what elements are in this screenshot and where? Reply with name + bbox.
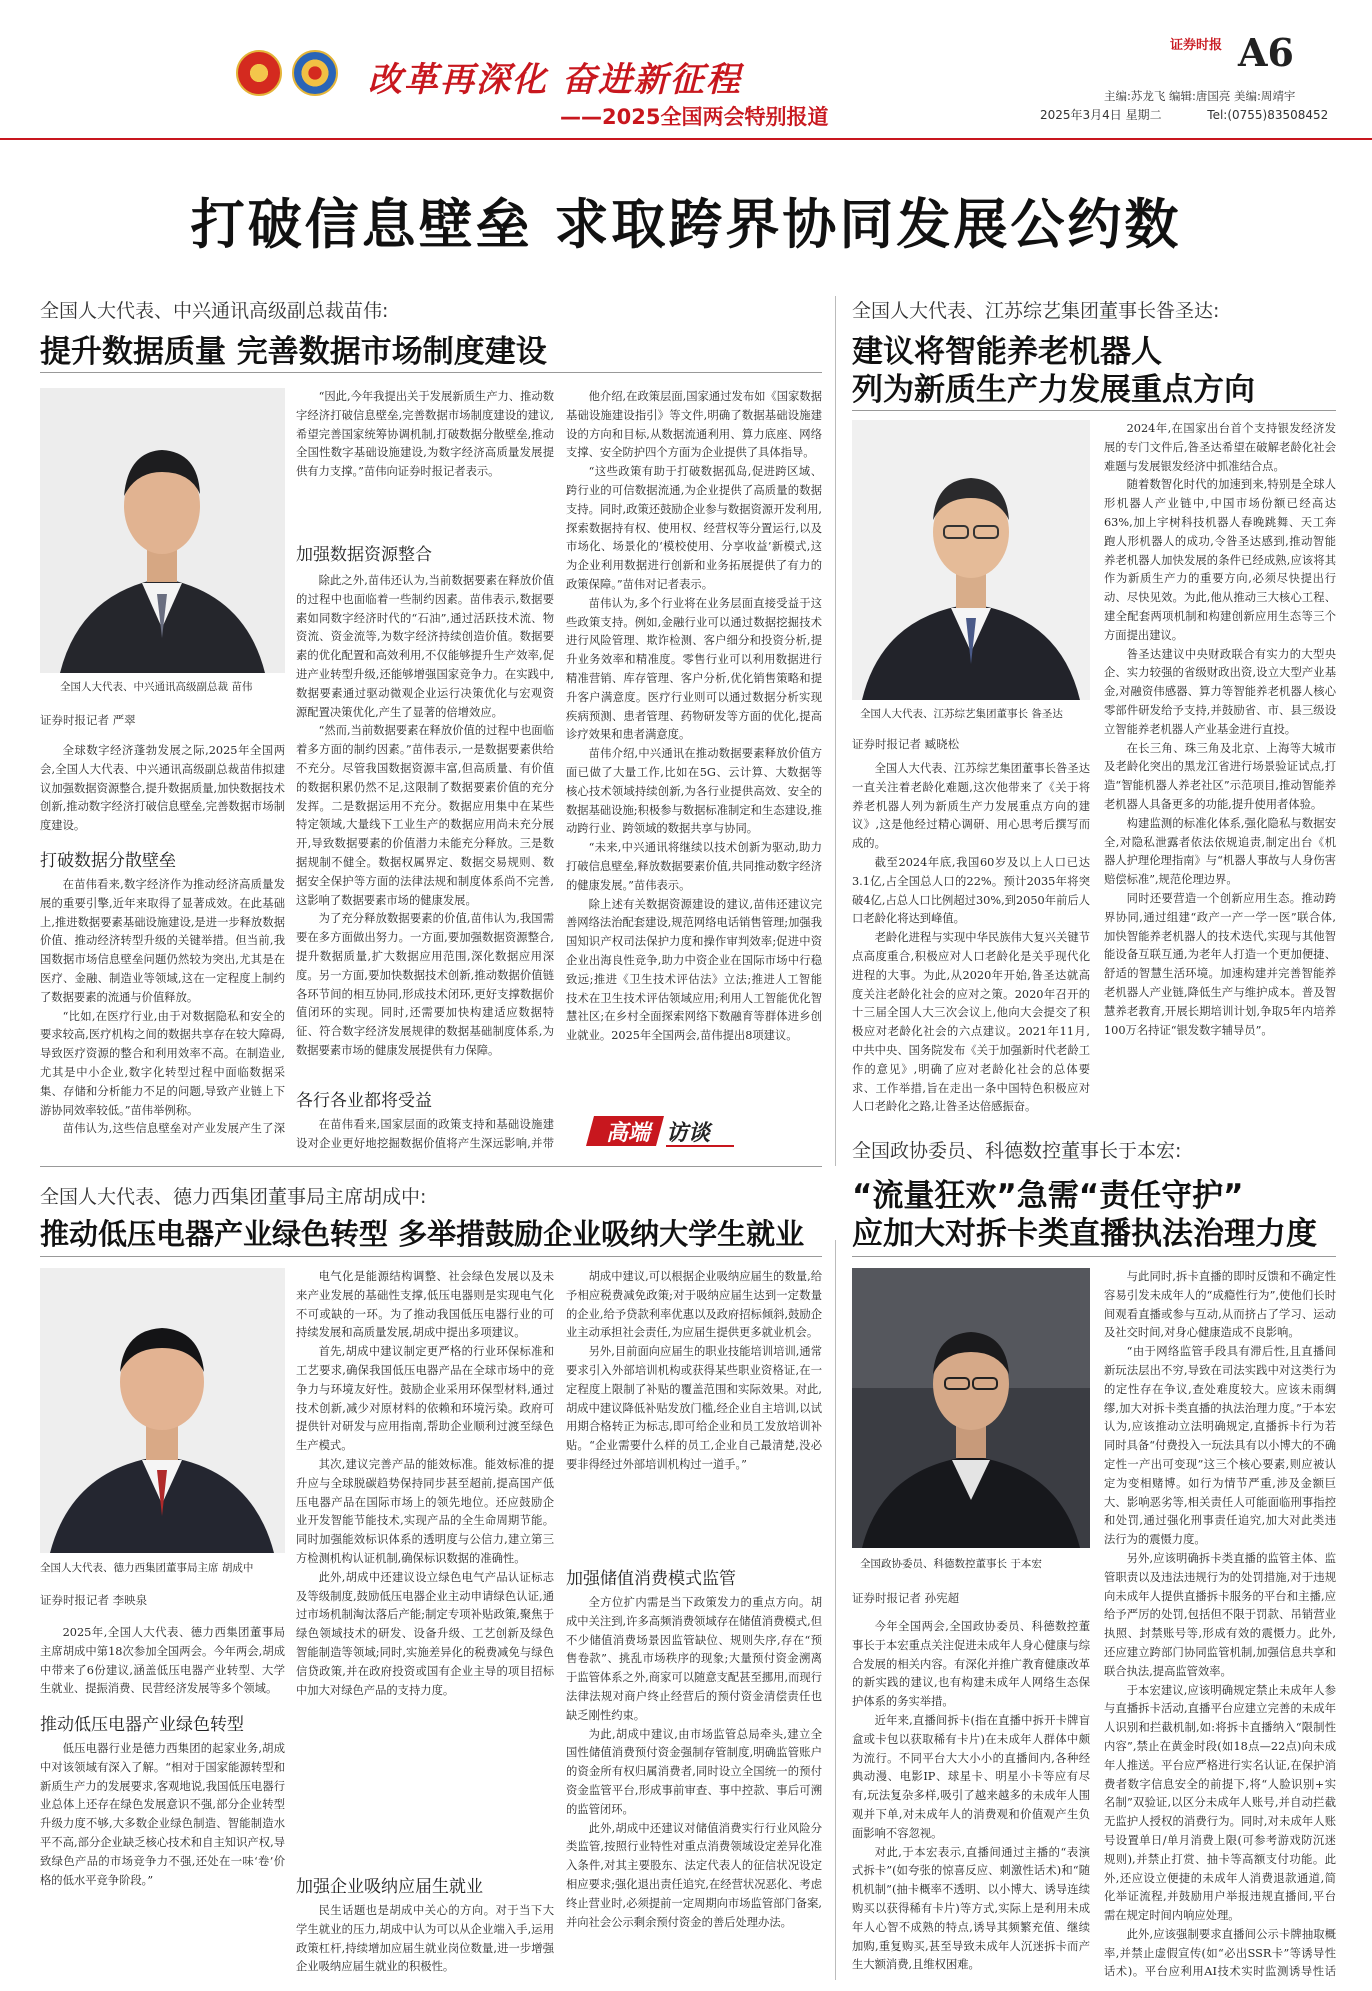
article4-section2-heading: 加强企业吸纳应届生就业 [296,1877,483,1897]
article4-photo [40,1268,285,1553]
article4-p1: 低压电器行业是德力西集团的起家业务,胡成中对该领域有深入了解。“相对于国家能源转型和新质生产力的发展要求,客观地说,我国低压电器行业总体上还存在绿色发展意识不强,部分企业转型升级力度不够,大多数企业绿色制造、智能制造水平不高,部分企业缺乏核心技术和自主知识产权,导致绿色产品的市场竞争力不强,还处在一味‘卷’价格的低水平竞争阶段。” [40,1742,285,1887]
article2-kicker: 全国人大代表、江苏综艺集团董事长昝圣达: [852,300,1220,322]
article1-p9: 他介绍,在政策层面,国家通过发布如《国家数据基础设施建设指引》等文件,明确了数据基础设施建设的方向和目标,从数据流通利用、算力底座、网络支撑、安全防护四个方面为企业提供了具体指导。 [566,390,822,460]
article2-p6: 昝圣达建议中央财政联合有实力的大型央企、实力较强的省级财政出资,设立大型产业基金,对融资伟感器、算力等智能养老机器人核心零部件研发给予支持,并鼓励省、市、县三级设立智能养老机器人产业基金进行直投。 [1104,647,1336,736]
article2-p8: 构建监测的标准化体系,强化隐私与数据安全,对隐私泄露者依法依规追责,制定出台《机器人护理伦理指南》与“机器人事故与人身伤害赔偿标准”,规范伦理边界。 [1104,816,1336,887]
column-divider-lower [835,1240,836,1980]
article1-p11: 苗伟认为,多个行业将在业务层面直接受益于这些政策支持。例如,金融行业可以通过数据挖掘技术进行风险管理、欺诈检测、客户细分和投资分析,提升业务效率和精准度。零售行业可以利用数据进行精准营销、库存管理、客户分析,优化销售策略和提升客户满意度。医疗行业则可以通过数据分析实现疾病预测、患者管理、药物研发等方面的优化,提高诊疗效果和患者满意度。 [566,596,822,742]
header-rule [0,138,1372,140]
article4-p2: 电气化是能源结构调整、社会绿色发展以及未来产业发展的基础性支撑,低压电器则是实现电气化不可或缺的一环。为了推动我国低压电器行业的可持续发展和高质量发展,胡成中提出多项建议。 [296,1270,554,1340]
article4-section3-heading: 加强储值消费模式监管 [566,1569,736,1589]
article4-top-rule [40,1166,822,1167]
article4-col3-bottom [566,1594,822,1980]
article2-title-line1: 建议将智能养老机器人 [852,334,1162,370]
article4-lead: 2025年,全国人大代表、德力西集团董事局主席胡成中第18次参加全国两会。今年两会,胡成中带来了6份建议,涵盖低压电器产业转型、大学生就业、提振消费、民营经济发展等多个领域。 [40,1626,285,1696]
article4-p9: 全方位扩内需是当下政策发力的重点方向。胡成中关注到,许多高频消费领域存在储值消费模式,但不少储值消费场景因监管缺位、规则失序,存在“预售卷款”、挑乱市场秩序的现象;大量预付资金溯离于监管体系之外,商家可以随意支配甚至挪用,而现行法律法规对商户终止经营后的预付资金清偿责任也缺乏刚性约束。 [566,1596,822,1722]
article4-p10: 为此,胡成中建议,由市场监管总局牵头,建立全国性储值消费预付资金强制存管制度,明确监管账户的资金所有权归属消费者,同时设立全国统一的预付资金监管平台,形成事前审查、事中控款、事后可溯的监管闭环。 [566,1727,822,1816]
article2-p3: 老龄化进程与实现中华民族伟大复兴关键节点高度重合,积极应对人口老龄化是关乎现代化进程的大事。为此,从2020年开始,昝圣达就高度关注老龄化社会的应对之策。2020年召开的十三届全国人大三次会议上,他向大会提交了积极应对老龄化社会的六点建议。2021年11月,中共中央、国务院发布《关于加强新时代老龄工作的意见》,明确了应对老龄化社会的总体要求、工作举措,旨在走出一条中国特色积极应对人口老龄化之路,让昝圣达倍感振奋。 [852,931,1090,1114]
article1-p1: 在苗伟看来,数字经济作为推动经济高质量发展的重要引擎,近年来取得了显著成效。在此基础上,推进数据要素基础设施建设,是进一步释放数据价值、推动经济转型升级的关键举措。但当前,我国数据市场信息壁垒问题仍然较为突出,尤其是在医疗、金融、制造业等领域,这在一定程度上制约了数据要素的流通与价值释放。 [40,878,285,1004]
banner-main-title: 改革再深化 奋进新征程 [368,60,742,100]
article4-col1-lead [40,1624,285,1704]
article4-col1-body [40,1740,285,1980]
article3-photo-caption: 全国政协委员、科德数控董事长 于本宏 [860,1558,1042,1570]
article1-p3: 苗伟认为,这些信息壁垒对产业发展产生了深 [62,1122,285,1136]
article3-kicker: 全国政协委员、科德数控董事长于本宏: [852,1140,1182,1162]
article1-col1-body [40,876,285,1136]
article1-section2-heading: 加强数据资源整合 [296,545,432,565]
article4-p3: 首先,胡成中建议制定更严格的行业环保标准和工艺要求,确保我国低压电器产品在全球市场中的竞争力与环境友好性。鼓励企业采用环保型材料,通过技术创新,减少对原材料的依赖和环境污染。政府可提供针对研发与应用指南,帮助企业顺利过渡至绿色生产模式。 [296,1345,554,1453]
article1-photo-caption: 全国人大代表、中兴通讯高级副总裁 苗伟 [60,681,253,693]
column-divider [835,296,836,1166]
article3-p1: 今年全国两会,全国政协委员、科德数控董事长于本宏重点关注促进未成年人身心健康与综合发展的相关内容。有深化并推广教育健康改革的新实践的建议,也有构建未成年人网络生态保护体系的务实举措。 [852,1620,1090,1709]
article4-p6: 民生话题也是胡成中关心的方向。对于当下大学生就业的压力,胡成中认为可以从企业端入手,运用政策杠杆,持续增加应届生就业岗位数量,进一步增强企业吸纳应届生就业的积极性。 [296,1904,554,1974]
article1-byline: 证券时报记者 严翠 [40,713,136,727]
article4-p8: 另外,目前面向应届生的职业技能培训培训,通常要求引入外部培训机构或获得某些职业资格证,在一定程度上限制了补贴的覆盖范围和实际效果。对此,胡成中建议降低补贴发放门槛,经企业自主培训,以试用期合格转正为标志,即可给企业和员工发放培训补贴。“企业需要什么样的员工,企业自己最清楚,没必要非得经过外部培训机构过一道手。” [566,1345,822,1471]
article1-p2: “比如,在医疗行业,由于对数据隐私和安全的要求较高,医疗机构之间的数据共享存在较大障碍,导致医疗资源的整合和利用效率不高。在制造业,尤其是中小企业,数字化转型过程中面临数据采集、存储和分析能力不足的问题,导致产业链上下游协同效率较低。”苗伟举例称。 [40,1009,285,1117]
article1-col3 [566,388,822,1108]
article1-photo [40,388,285,673]
article2-p2: 截至2024年底,我国60岁及以上人口已达3.1亿,占全国总人口的22%。预计2035年将突破4亿,占总人口比例超过30%,到2050年前后人口老龄化将达到峰值。 [852,855,1090,926]
article1-rule [40,372,822,373]
date: 2025年3月4日 星期二 [1040,108,1162,122]
article1-section1-heading: 打破数据分散壁垒 [40,851,176,871]
article3-p7: 于本宏建议,应该明确规定禁止未成年人参与直播拆卡活动,直播平台应建立完善的未成年人识别和拦截机制,如:将拆卡直播纳入“限制性内容”,禁止在黄金时段(如18点—22点)向未成年人推送。平台应严格进行实名认证,在保护消费者数字信息安全的前提下,将“人脸识别+实名制”双验证,以区分未成年人账号,并自动拦截无监护人授权的消费行为。同时,对未成年人账号设置单日/单月消费上限(可参考游戏防沉迷规则),并禁止打赏、抽卡等高额支付功能。此外,还应设立便捷的未成年人消费退款通道,简化举证流程,并鼓励用户举报违规直播间,平台需在规定时间内响应处理。 [1104,1683,1336,1923]
article2-byline: 证券时报记者 臧晓松 [852,737,960,751]
article1-p10: “这些政策有助于打破数据孤岛,促进跨区域、跨行业的可信数据流通,为企业提供了高质量的数据支持。同时,政策还鼓励企业参与数据资源开发利用,探索数据持有权、使用权、经营权等分置运行,以及市场化、场景化的‘模校使用、分享收益’新模式,这为企业利用数据进行创新和业务拓展提供了有力的政策保障。”苗伟对记者表示。 [566,465,822,591]
article4-p5: 此外,胡成中还建议设立绿色电气产品认证标志及等级制度,鼓励低压电器企业主动申请绿色认证,通过市场机制淘汰落后产能;制定专项补贴政策,聚焦于绿色领域技术的研发、设备升级、工艺创新及绿色智能制造等领域;同时,实施差异化的税费减免与绿色信贷政策,并在政府投资或国有企业主导的项目招标中加大对绿色产品的支持力度。 [296,1570,554,1697]
article1-section3-heading: 各行各业都将受益 [296,1091,432,1111]
article3-p4: 与此同时,拆卡直播的即时反馈和不确定性容易引发未成年人的“成瘾性行为”,使他们长时间观看直播或参与互动,从而挤占了学习、运动及社交时间,对身心健康造成不良影响。 [1104,1270,1336,1340]
article3-p3: 对此,于本宏表示,直播间通过主播的“表演式拆卡”(如夸张的惊喜反应、刺激性话术)和“随机机制”(抽卡概率不透明、以小博大、诱导连续购买以获得稀有卡片)等方式,实际上是利用未成年人心智不成熟的特点,诱导其频繁充值、继续加购,重复购买,甚至导致未成年人沉迷拆卡而产生大额消费,且维权困难。 [852,1845,1090,1972]
article1-p6: “然而,当前数据要素在释放价值的过程中也面临着多方面的制约因素。”苗伟表示,一是数据要素供给不充分。尽管我国数据资源丰富,但高质量、有价值的数据积累仍然不足,这限制了数据要素价值的充分发挥。二是数据运用不充分。数据应用集中在某些特定领域,大量线下工业生产的数据应用尚未充分展开,导致数据要素的价值潜力未能充分释放。三是数据规制不健全。数据权属界定、数据交易规则、数据安全保护等方面的法律法规和制度体系尚不完善,这影响了数据要素市场的健康发展。 [296,724,554,907]
article1-p5: 除此之外,苗伟还认为,当前数据要素在释放价值的过程中也面临着一些制约因素。苗伟表示,数据要素如同数字经济时代的“石油”,通过活跃技术流、物资流、资金流等,为数字经济持续创造价值。数据要素的优化配置和高效利用,不仅能够提升生产效率,促进产业转型升级,还能够增强国家竞争力。在实践中,数据要素通过驱动微观企业运行决策优化与宏观资源配置决策优化,产生了显著的倍增效应。 [296,574,554,719]
page-headline: 打破信息壁垒 求取跨界协同发展公约数 [190,193,1182,256]
article4-photo-caption: 全国人大代表、德力西集团董事局主席 胡成中 [40,1562,254,1574]
badge-text-part1: 高端 [606,1121,651,1146]
article2-p4: 2024年,在国家出台首个支持银发经济发展的专门文件后,昝圣达希望在破解老龄化社会难题与发展银发经济中抓准结合点。 [1104,422,1336,473]
article3-byline: 证券时报记者 孙宪超 [852,1591,960,1605]
article1-p8: 在苗伟看来,国家层面的政策支持和基础设施建设对企业更好地挖掘数据价值将产生深远影响,并带 [296,1118,554,1150]
badge-text-part2: 访谈 [666,1121,711,1146]
article2-p5: 随着数智化时代的加速到来,特别是全球人形机器人产业链中,中国市场份额已经高达63%,加上宇树科技机器人春晚跳舞、天工奔跑人形机器人的成功,令昝圣达感到,推动智能养老机器人加快发展的条件已经成熟,应该将其作为新质生产力的重要方向,必须尽快提出行动、尽快见效。为此,他从推动三大核心工程、建全配套两项机制和构建创新应用生态等三个方面提出建议。 [1104,478,1336,642]
dateline [1040,106,1328,123]
article1-col2-body [296,572,554,1074]
article4-title: 推动低压电器产业绿色转型 多举措鼓励企业吸纳大学生就业 [40,1217,805,1251]
article3-p2: 近年来,直播间拆卡(指在直播中拆开卡牌盲盒或卡包以获取稀有卡片)在未成年人群体中颇为流行。不同平台大大小小的直播间内,各种经典动漫、电影IP、球星卡、明星小卡等应有尽有,玩法复杂多样,吸引了越来越多的未成年人围观并下单,对未成年人的消费观和价值观产生负面影响不容忽视。 [852,1713,1090,1840]
article2-p7: 在长三角、珠三角及北京、上海等大城市及老龄化突出的黑龙江省进行场景验证试点,打造“智能机器人养老社区”示范项目,推动智能养老机器人具备更多的功能,提升使用者体验。 [1104,741,1336,811]
article2-rule [852,410,1336,411]
article1-p7: 为了充分释放数据要素的价值,苗伟认为,我国需要在多方面做出努力。一方面,要加强数据资源整合,提升数据质量,扩大数据应用范围,深化数据应用深度。另一方面,要加快数据技术创新,推动数据价值链各环节间的相互协同,形成技术闭环,更好支撑数据价值闭环的实现。同时,还需要加快构建适应数据特征、符合数字经济发展规律的数据基础制度体系,为数据要素市场的健康发展提供有力保障。 [296,912,554,1057]
article4-rule [40,1256,822,1257]
banner-subtitle: ——2025全国两会特别报道 [560,105,829,129]
article2-col2 [1104,420,1336,1156]
article1-p4: “因此,今年我提出关于发展新质生产力、推动数字经济打破信息壁垒,完善数据市场制度建设的建议,希望完善国家统筹协调机制,打破数据分散壁垒,推动全国性数字基础设施建设,为数字经济高质量发展提供有力支撑。”苗伟向证券时报记者表示。 [296,390,554,479]
article4-p11: 此外,胡成中还建议对储值消费实行行业风险分类监管,按照行业特性对重点消费领域设定差异化准入条件,对其主要股东、法定代表人的征信状况设定相应要求;强化退出责任追究,在经营状况恶化、考虑终止营业时,必须提前一定周期向市场监管部门备案,并向社会公示剩余预付资金的善后处理办法。 [566,1821,822,1929]
article4-col3-top [566,1268,822,1554]
page-number: A6 [1238,30,1294,75]
article3-p6: 另外,应该明确拆卡类直播的监管主体、监管职责以及违法违规行为的处罚措施,对于违规向未成年人提供直播拆卡服务的平台和主播,应给予严厉的处罚,包括但不限于罚款、吊销营业执照、封禁账号等,形成有效的震慑力。此外,还应建立跨部门协同监管机制,加强信息共享和联合执法,提高监管效率。 [1104,1551,1336,1678]
article1-kicker: 全国人大代表、中兴通讯高级副总裁苗伟: [40,300,389,322]
article4-col2-bottom [296,1902,554,1980]
article2-title-line2: 列为新质生产力发展重点方向 [852,372,1255,408]
article1-col1-lower [40,742,285,840]
phone: Tel:(0755)83508452 [1207,108,1329,122]
article1-p14: 除上述有关数据资源建设的建议,苗伟还建议完善网络法治配套建设,规范网络电话销售管理;加强我国知识产权司法保护力度和操作审判效率;促进中资企业出海良性竞争,助力中资企业在国际市场中行稳致远;推进《卫生技术评估法》立法;推进人工智能技术在卫生技术评估领域应用;利用人工智能优化智慧社区;在乡村全面探索网络下数融育等群体进乡创业就业。2025年全国两会,苗伟提出8项建议。 [566,897,822,1043]
article3-p8: 此外,应该强制要求直播间公示卡牌抽取概率,并禁止虚假宣传(如“必出SSR卡”等诱导性话术)。平台应利用AI技术实时监测诱导性话 [1104,1927,1336,1979]
article4-p4: 其次,建议完善产品的能效标准。能效标准的提升应与全球脱碳趋势保持同步甚至超前,提高国产低压电器产品在国际市场上的领先地位。还应鼓励企业开发智能节能技术,实现产品的全生命周期节能。同时加强能效标识体系的透明度与公信力,建立第三方检测机构认证机制,确保标识数据的准确性。 [296,1457,554,1565]
article2-photo-caption: 全国人大代表、江苏综艺集团董事长 昝圣达 [860,708,1063,720]
article4-byline: 证券时报记者 李映泉 [40,1593,148,1607]
newspaper-logo: 证券时报 [1169,38,1222,53]
editors-line: 主编:苏龙飞 编辑:唐国亮 美编:周靖宇 [1104,89,1296,103]
article3-col1 [852,1618,1090,1980]
article3-col2 [1104,1268,1336,1980]
article1-col2-bottom [296,1116,554,1156]
article3-photo [852,1268,1090,1548]
exclusive-interview-badge [586,1112,734,1150]
national-emblem-icon [236,50,282,96]
article4-col2-top [296,1268,554,1716]
article4-kicker: 全国人大代表、德力西集团董事局主席胡成中: [40,1186,427,1208]
article1-col2-top [296,388,554,528]
article3-p5: “由于网络监管手段具有滞后性,且直播间新玩法层出不穷,导致在司法实践中对这类行为的定性存在争议,查处难度较大。应该未雨绸缪,加大对拆卡类直播的执法治理力度。”于本宏认为,应该推动立法明确规定,直播拆卡行为若同时具备“付费投入一玩法具有以小博大的不确定性一产出可变现”这三个核心要素,则应被认定为变相赌博。如行为情节严重,涉及金额巨大、影响恶劣等,相关责任人可能面临刑事指控和处罚,通过强化刑事责任追究,加大对此类违法行为的震慑力度。 [1104,1345,1336,1547]
article3-title-line2: 应加大对拆卡类直播执法治理力度 [852,1216,1317,1252]
article1-lead: 全球数字经济蓬勃发展之际,2025年全国两会,全国人大代表、中兴通讯高级副总裁苗伟拟建议加强数据资源整合,提升数据质量,加快数据技术创新,推动数字经济打破信息壁垒,完善数据市场制度建设。 [40,744,285,833]
article1-title: 提升数据质量 完善数据市场制度建设 [40,334,547,370]
article3-title-line1: “流量狂欢”急需“责任守护” [852,1178,1244,1214]
article2-photo [852,420,1090,700]
article4-section1-heading: 推动低压电器产业绿色转型 [40,1715,244,1735]
article1-p12: 苗伟介绍,中兴通讯在推动数据要素释放价值方面已做了大量工作,比如在5G、云计算、大数据等核心技术领域持续创新,为各行业提供高效、安全的数据基础设施;积极参与数据标准制定和生态建设,推动跨行业、跨领域的数据共享与协同。 [566,747,822,836]
article3-rule [852,1256,1336,1257]
article4-p7: 胡成中建议,可以根据企业吸纳应届生的数量,给予相应税费减免政策;对于吸纳应届生达到一定数量的企业,给予贷款利率优惠以及政府招标倾斜,鼓励企业主动承担社会责任,为应届生提供更多就业机会。 [566,1270,822,1340]
article2-col1 [852,760,1090,1156]
cppcc-emblem-icon [292,50,338,96]
article1-p13: “未来,中兴通讯将继续以技术创新为驱动,助力打破信息壁垒,释放数据要素价值,共同推动数字经济的健康发展。”苗伟表示。 [566,841,822,892]
article2-p1: 全国人大代表、江苏综艺集团董事长昝圣达一直关注着老龄化难题,这次他带来了《关于将养老机器人列为新质生产力发展重点方向的建议》,这是他经过精心调研、用心思考后撰写而成的。 [852,762,1090,851]
article2-p9: 同时还要营造一个创新应用生态。推动跨界协同,通过组建“政产一产一学一医”联合体,加快智能养老机器人的技术迭代,实现与其他智能设备互联互通,为老年人打造一个更加便捷、舒适的智慧生活环境。加速构建并完善智能养老机器人产业链,降低生产与维护成本。普及智慧养老教育,开展长期培训计划,争取5年内培养100万名持证“银发数字辅导员”。 [1104,891,1336,1037]
